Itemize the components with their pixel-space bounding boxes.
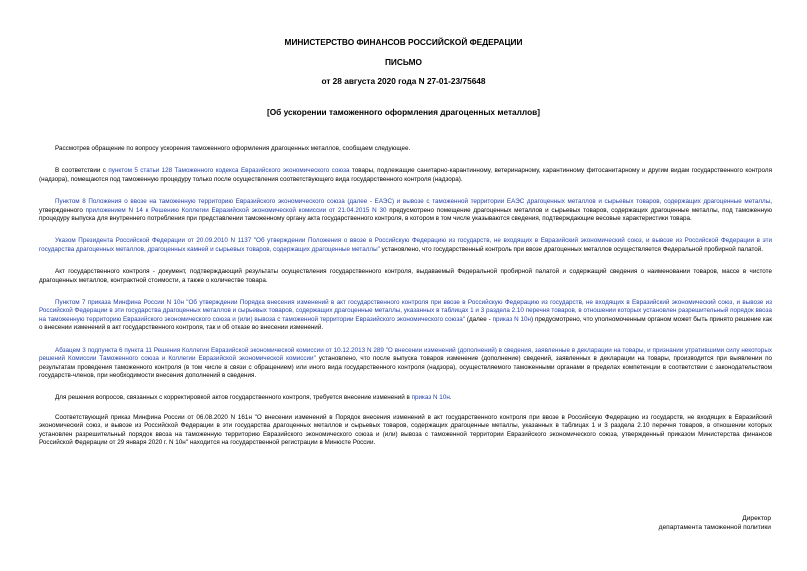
signature-block bbox=[551, 514, 771, 532]
paragraph-text: Рассмотрев обращение по вопросу ускорения таможенного оформления драгоценных металлов, сообщаем следующее. bbox=[55, 145, 411, 152]
document-link[interactable]: приложением N 14 к Решению Коллегии Евразийской экономической комиссии от 21.04.2015 N 30 bbox=[85, 206, 387, 214]
paragraph bbox=[39, 167, 772, 184]
document-body bbox=[39, 145, 772, 461]
paragraph-text: предусмотрено помещение драгоценных металлов и сырьевых товаров, содержащих драгоценные металлы, под таможенную процедуру выпуска для внутреннего потребления при представлении таможенному органу акта государственного контроля, в котором в том числе указываются сведения, подтверждающие весовые характеристики товара. bbox=[39, 206, 772, 223]
paragraph-text: , утвержденного bbox=[39, 198, 772, 214]
document-date-number: от 28 августа 2020 года N 27-01-23/75648 bbox=[321, 76, 486, 86]
ministry-heading: МИНИСТЕРСТВО ФИНАНСОВ РОССИЙСКОЙ ФЕДЕРАЦИИ bbox=[284, 37, 523, 47]
paragraph bbox=[39, 299, 772, 333]
paragraph-text: (далее - bbox=[465, 315, 493, 323]
paragraph bbox=[39, 198, 772, 223]
document-title: [Об ускорении таможенного оформления драгоценных металлов] bbox=[266, 107, 541, 117]
document-link[interactable]: приказ N 10н bbox=[492, 315, 532, 323]
document-type: ПИСЬМО bbox=[384, 57, 423, 67]
paragraph bbox=[39, 145, 772, 153]
paragraph-text: установлено, что после выпуска товаров изменение (дополнение) сведений, заявленных в декларации на товары, производится при выявлении по результатам проведения таможенного контроля (в том числе в связи с обращением) или иного вида государственного контроля (надзора), осуществляемого таможенными органами в пределах компетенции в соответствии с законодательством государств-членов, при необходимости внесения дополнений в сведения. bbox=[39, 355, 772, 379]
paragraph bbox=[39, 394, 772, 402]
document-link[interactable]: Абзацем 3 подпункта 6 пункта 11 Решения Коллегии Евразийской экономической комиссии от 10.12.2013 N 289 "О внесении изменений (дополнений) в сведения, заявленные в декларации на товары, и признании утратившими силу некоторых решений Комиссии Таможенного союза и Коллегии Евразийской экономической комиссии" bbox=[39, 346, 772, 363]
paragraph bbox=[39, 347, 772, 381]
document-link[interactable]: пунктом 5 статьи 128 Таможенного кодекса Евразийского экономического союза bbox=[108, 167, 350, 175]
paragraph-text: Соответствующий приказ Минфина России от 06.08.2020 N 161н "О внесении изменений в Порядок внесения изменений в акт государственного контроля при ввозе в Российскую Федерацию из государств, не входящих в Евразийский экономический союз, и вывозе из Российской Федерации в эти государства драгоценных металлов и сырьевых товаров, содержащих драгоценные металлы, указанных в таблицах 1 и 3 раздела 2.10 перечня товаров, в отношении которых установлен разрешительный порядок ввоза на таможенную территорию Евразийского экономического союза и (или) вывоза с таможенной территории Евразийского экономического союза, утвержденный приказом Министерства финансов Российской Федерации от 29 января 2020 г. N 10н" находится на государственной регистрации в Минюсте России. bbox=[39, 413, 772, 446]
signature-position: Директор bbox=[742, 515, 771, 522]
paragraph bbox=[39, 414, 772, 448]
paragraph-text: . bbox=[449, 394, 452, 402]
paragraph-text: Акт государственного контроля - документ, подтверждающий результаты осуществления государственного контроля, выдаваемый Федеральной пробирной палатой и содержащий сведения о наименовании товаров, массе в чистоте драгоценных металлов, контрактной стоимости, а также о количестве товара. bbox=[39, 268, 772, 284]
signature-department: департамента таможенной политики bbox=[658, 524, 771, 531]
paragraph-text: Для решения вопросов, связанных с корректировкой актов государственного контроля, требуется внесение изменений в bbox=[55, 394, 412, 402]
paragraph-text: товары, подлежащие санитарно-карантинному, ветеринарному, карантинному фитосанитарному и другим видам государственного контроля (надзора), помещаются под таможенную процедуру только после осуществления соответствующего вида государственного контроля (надзора). bbox=[39, 167, 773, 183]
document-link[interactable]: Пунктом 8 Положения о ввозе на таможенную территорию Евразийского экономического союза (далее - ЕАЭС) и вывозе с таможенной территории ЕАЭС драгоценных металлов и сырьевых товаров, содержащих драгоценные металлы bbox=[55, 198, 771, 206]
document-link[interactable]: Пунктом 7 приказа Минфина России N 10н "Об утверждении Порядка внесения изменений в акт государственного контроля при ввозе в Российскую Федерацию из государств, не входящих в Евразийский экономический союз, и вывозе из Российской Федерации в эти государства драгоценных металлов и сырьевых товаров, содержащих драгоценные металлы, указанных в таблицах 1 и 3 раздела 2.10 перечня товаров, в отношении которых установлен разрешительный порядок ввоза на таможенную территорию Евразийского экономического союза и (или) вывоза с таможенной территории Евразийского экономического союза" bbox=[39, 299, 772, 323]
paragraph-text: ) предусмотрено, что уполномоченным органом может быть принято решение как о внесении изменений в акт государственного контроля, так и об отказе во внесении изменений. bbox=[39, 315, 773, 332]
paragraph-text: установлено, что государственный контроль при ввозе драгоценных металлов осуществляется Федеральной пробирной палатой. bbox=[379, 245, 764, 253]
paragraph bbox=[39, 237, 772, 254]
paragraph bbox=[39, 268, 772, 285]
document-link[interactable]: приказ N 10н bbox=[411, 394, 450, 402]
paragraph-text: В соответствии с bbox=[55, 167, 109, 175]
document-link[interactable]: Указом Президента Российской Федерации от 20.09.2010 N 1137 "Об утверждении Положения о ввозе в Российскую Федерацию из государств, не входящих в Евразийский экономический союз, и вывозе из Российской Федерации в эти государства драгоценных металлов, драгоценных камней и сырьевых товаров, содержащих драгоценные металлы" bbox=[39, 237, 772, 253]
